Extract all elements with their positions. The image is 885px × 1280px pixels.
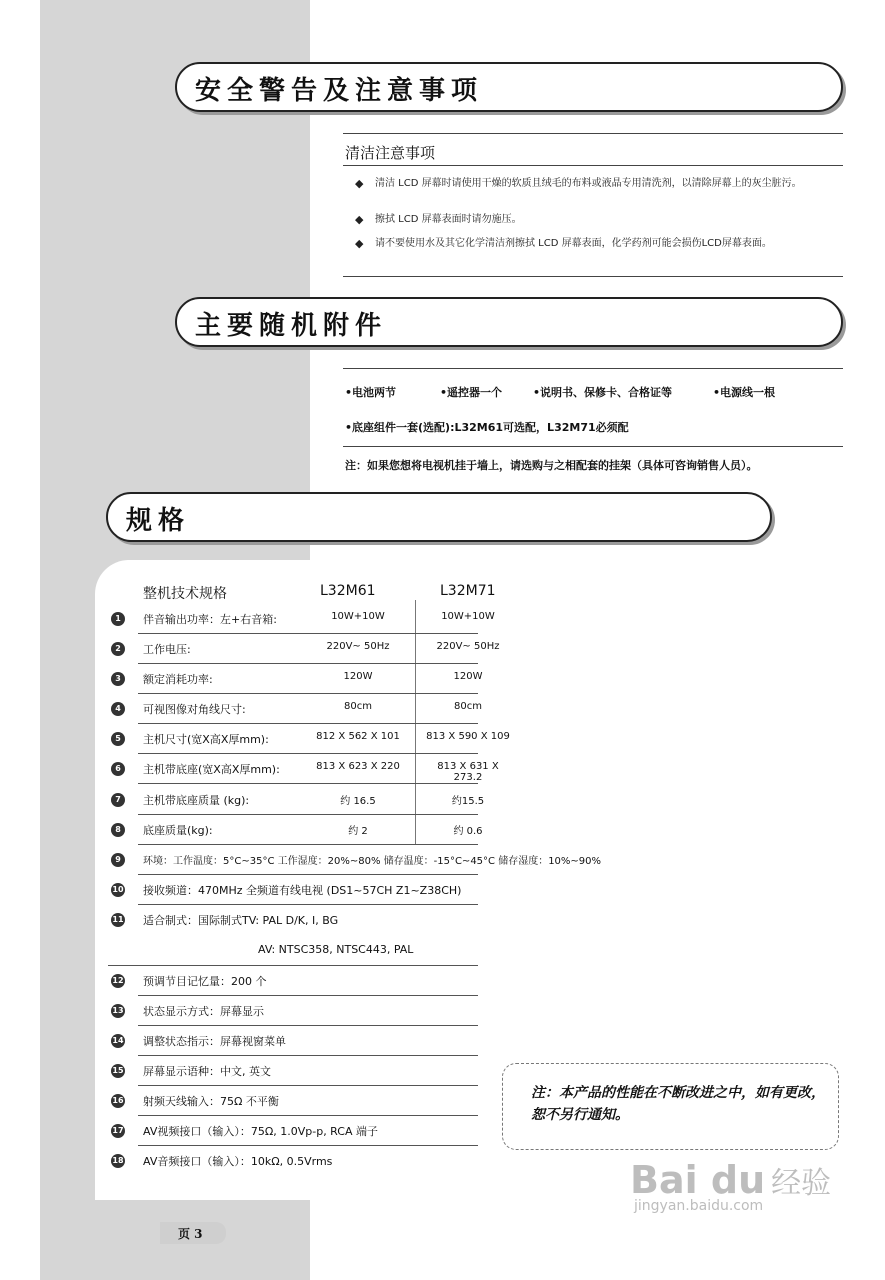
circled-number-icon: 4 (111, 702, 125, 716)
divider-sub (343, 165, 843, 166)
spec-value-m61: 220V~ 50Hz (326, 641, 390, 652)
baidu-watermark (630, 1158, 831, 1214)
spec-row-av (108, 936, 478, 966)
base-note: •底座组件一套(选配):L32M61可选配，L32M71必须配 (345, 421, 629, 434)
divider-top (343, 133, 843, 134)
page-number: 页 3 (178, 1227, 203, 1241)
circled-number-icon: 6 (111, 762, 125, 776)
accessory-item: •电池两节 (345, 386, 397, 399)
circled-number-icon: 9 (111, 853, 125, 867)
wall-mount-note: 注：如果您想将电视机挂于墙上，请选购与之相配套的挂架（具体可咨询销售人员）。 (345, 459, 758, 472)
spec-row-wide (108, 875, 478, 905)
spec-row (108, 604, 495, 634)
spec-row-wide (108, 845, 602, 875)
divider-acc-mid (343, 446, 843, 447)
spec-label: AV音频接口（输入）：10kΩ, 0.5Vrms (143, 1155, 333, 1168)
spec-value-m61: 813 X 623 X 220 (316, 761, 400, 772)
specs-header (106, 492, 772, 542)
spec-label: 适合制式：国际制式TV: PAL D/K, I, BG (143, 914, 339, 927)
safety-header (175, 62, 843, 112)
spec-row-short (108, 1056, 478, 1086)
watermark-cn: 经验 (771, 1166, 832, 1201)
accessory-item: •遥控器一个 (440, 386, 503, 399)
spec-value-m71: 813 X 590 X 109 (426, 731, 510, 742)
circled-number-icon: 12 (111, 974, 125, 988)
spec-value-m61: 80cm (344, 701, 372, 712)
spec-row-short (108, 1026, 478, 1056)
diamond-bullet-icon: ◆ (355, 177, 364, 190)
spec-row-short (108, 1146, 478, 1176)
diamond-bullet-icon: ◆ (355, 237, 364, 250)
watermark-brand: Bai du (630, 1158, 766, 1202)
circled-number-icon: 1 (111, 612, 125, 626)
circled-number-icon: 11 (111, 913, 125, 927)
spec-value-m71: 约 0.6 (453, 826, 483, 837)
spec-label: 伴音输出功率：左+右音箱: (143, 613, 277, 626)
cleaning-bullet: ◆ 擦拭 LCD 屏幕表面时请勿施压。 (355, 213, 522, 226)
spec-value-m71: 10W+10W (441, 611, 495, 622)
spec-row (108, 634, 500, 664)
circled-number-icon: 8 (111, 823, 125, 837)
improvement-note-box (502, 1063, 839, 1150)
accessory-item: •说明书、保修卡、合格证等 (533, 386, 673, 399)
circled-number-icon: 17 (111, 1124, 125, 1138)
circled-number-icon: 15 (111, 1064, 125, 1078)
divider-bottom (343, 276, 843, 277)
safety-title: 安全警告及注意事项 (195, 76, 484, 106)
spec-row-short (108, 996, 478, 1026)
spec-value-m71: 813 X 631 X 273.2 (437, 761, 499, 783)
specs-title: 规格 (126, 506, 191, 536)
spec-row-short (108, 966, 478, 996)
spec-value-m71: 约15.5 (451, 796, 485, 807)
spec-label: 主机带底座(宽X高X厚mm): (143, 763, 280, 776)
spec-value-m61: 812 X 562 X 101 (316, 731, 400, 742)
spec-value-m61: 10W+10W (331, 611, 385, 622)
circled-number-icon: 2 (111, 642, 125, 656)
circled-number-icon: 18 (111, 1154, 125, 1168)
spec-value-m61: 约 16.5 (340, 796, 376, 807)
spec-row (108, 815, 483, 845)
watermark-url: jingyan.baidu.com (634, 1198, 764, 1214)
row-divider (138, 783, 478, 784)
cleaning-subheading: 清洁注意事项 (345, 144, 436, 162)
model-1-label: L32M61 (320, 583, 376, 599)
circled-number-icon: 16 (111, 1094, 125, 1108)
circled-number-icon: 3 (111, 672, 125, 686)
model-2-label: L32M71 (440, 583, 496, 599)
spec-label: 底座质量(kg): (143, 824, 213, 837)
spec-row (108, 664, 483, 694)
spec-label: 预调节目记忆量：200 个 (143, 975, 267, 988)
spec-label: 主机带底座质量 (kg): (143, 794, 250, 807)
accessories-title: 主要随机附件 (195, 311, 388, 341)
spec-label: 状态显示方式：屏幕显示 (143, 1005, 264, 1018)
circled-number-icon: 10 (111, 883, 125, 897)
accessories-header (175, 297, 843, 347)
spec-value-m61: 约 2 (348, 826, 368, 837)
circled-number-icon: 13 (111, 1004, 125, 1018)
spec-row (108, 694, 482, 724)
spec-header-label: 整机技术规格 (143, 586, 227, 602)
spec-row-wide (108, 905, 478, 935)
spec-label: 接收频道：470MHz 全频道有线电视 (DS1~57CH Z1~Z38CH) (143, 884, 462, 897)
cleaning-bullet: ◆ 清洁 LCD 屏幕时请使用干燥的软质且绒毛的布料或液晶专用清洗剂，以清除屏幕上的灰尘脏污。 (355, 177, 802, 190)
circled-number-icon: 7 (111, 793, 125, 807)
divider-acc-top (343, 368, 843, 369)
circled-number-icon: 5 (111, 732, 125, 746)
spec-value-m71: 120W (453, 671, 483, 682)
spec-label: 环境：工作温度：5°C~35°C 工作湿度：20%~80% 储存温度：-15°C~45°C 储存湿度：10%~90% (143, 856, 602, 867)
spec-label: 屏幕显示语种：中文, 英文 (143, 1065, 271, 1078)
spec-row-short (108, 1116, 478, 1146)
spec-row (108, 724, 510, 754)
cleaning-bullet: ◆ 请不要使用水及其它化学清洁剂擦拭 LCD 屏幕表面，化学药剂可能会损伤LCD屏幕表面。 (355, 237, 772, 250)
spec-value-m71: 220V~ 50Hz (436, 641, 500, 652)
spec-label: 射频天线输入：75Ω 不平衡 (143, 1095, 279, 1108)
diamond-bullet-icon: ◆ (355, 213, 364, 226)
av-systems: AV: NTSC358, NTSC443, PAL (258, 943, 414, 956)
improvement-note: 注：本产品的性能在不断改进之中，如有更改，恕不另行通知。 (531, 1085, 825, 1123)
circled-number-icon: 14 (111, 1034, 125, 1048)
spec-label: 调整状态指示：屏幕视窗菜单 (143, 1035, 286, 1048)
spec-row (108, 754, 499, 784)
spec-row (108, 785, 485, 815)
spec-label: 可视图像对角线尺寸: (143, 703, 246, 716)
page-number-tab (160, 1222, 226, 1244)
spec-value-m61: 120W (343, 671, 373, 682)
accessory-item: •电源线一根 (713, 386, 776, 399)
spec-value-m71: 80cm (454, 701, 482, 712)
spec-label: 额定消耗功率: (143, 673, 213, 686)
spec-label: 工作电压: (143, 643, 191, 656)
spec-label: 主机尺寸(宽X高X厚mm): (143, 733, 269, 746)
spec-label: AV视频接口（输入）：75Ω, 1.0Vp-p, RCA 端子 (143, 1125, 378, 1138)
spec-row-short (108, 1086, 478, 1116)
